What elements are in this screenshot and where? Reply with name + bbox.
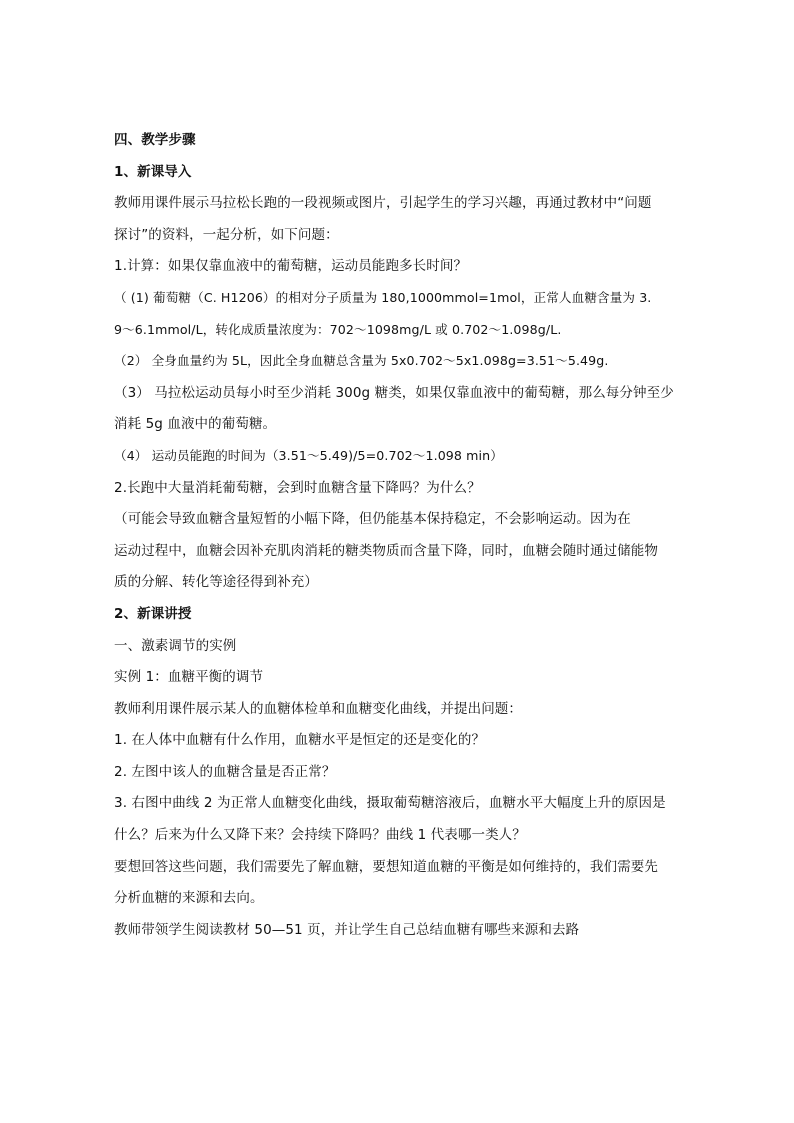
question-line: 2. 左图中该人的血糖含量是否正常？: [114, 763, 336, 780]
paragraph-line: 教师利用课件展示某人的血糖体检单和血糖变化曲线，并提出问题：: [114, 700, 522, 717]
answer-line: （2） 全身血量约为 5L，因此全身血糖总含量为 5x0.702～5x1.098g=3.51～5.49g.: [114, 353, 609, 369]
paragraph-line: 探讨”的资料，一起分析，如下问题：: [114, 226, 339, 243]
paragraph-line: 要想回答这些问题，我们需要先了解血糖，要想知道血糖的平衡是如何维持的，我们需要先: [114, 858, 658, 875]
answer-line: 质的分解、转化等途径得到补充）: [114, 574, 318, 591]
answer-line: （4） 运动员能跑的时间为（3.51～5.49)/5=0.702～1.098 min）: [114, 447, 503, 463]
subheading-new-lesson-intro: 1、新课导入: [114, 163, 192, 180]
answer-line: 消耗 5g 血液中的葡萄糖。: [114, 416, 277, 433]
answer-line: （3） 马拉松运动员每小时至少消耗 300g 糖类，如果仅靠血液中的葡萄糖，那么每分钟至少: [114, 384, 674, 401]
question-line: 2.长跑中大量消耗葡萄糖，会到时血糖含量下降吗？为什么？: [114, 479, 481, 496]
document-body: [114, 130, 684, 951]
answer-line: 运动过程中，血糖会因补充肌肉消耗的糖类物质而含量下降，同时，血糖会随时通过储能物: [114, 542, 658, 559]
answer-line: （可能会导致血糖含量短暂的小幅下降，但仍能基本保持稳定，不会影响运动。因为在: [114, 511, 631, 528]
section-title-hormone-examples: 一、激素调节的实例: [114, 637, 237, 654]
paragraph-line: 教师用课件展示马拉松长跑的一段视频或图片，引起学生的学习兴趣，再通过教材中“问题: [114, 195, 652, 212]
answer-line: 9～6.1mmol/L，转化成质量浓度为：702～1098mg/L 或 0.702～1.098g/L.: [114, 321, 562, 337]
question-line: 什么？后来为什么又降下来？会持续下降吗？曲线 1 代表哪一类人？: [114, 827, 526, 844]
question-line: 3. 右图中曲线 2 为正常人血糖变化曲线，摄取葡萄糖溶液后，血糖水平大幅度上升的原因是: [114, 795, 666, 812]
section-heading-teaching-steps: 四、教学步骤: [114, 132, 196, 148]
question-line: 1. 在人体中血糖有什么作用，血糖水平是恒定的还是变化的？: [114, 732, 486, 749]
paragraph-line: 分析血糖的来源和去向。: [114, 890, 264, 907]
paragraph-line: 教师带领学生阅读教材 50—51 页，并让学生自己总结血糖有哪些来源和去路: [114, 921, 580, 938]
example-title: 实例 1：血糖平衡的调节: [114, 669, 264, 686]
question-line: 1.计算：如果仅靠血液中的葡萄糖，运动员能跑多长时间？: [114, 258, 468, 275]
subheading-new-lesson-teaching: 2、新课讲授: [114, 605, 192, 622]
answer-line: （ (1) 葡萄糖（C. H1206）的相对分子质量为 180,1000mmol=1mol，正常人血糖含量为 3.: [114, 289, 652, 305]
